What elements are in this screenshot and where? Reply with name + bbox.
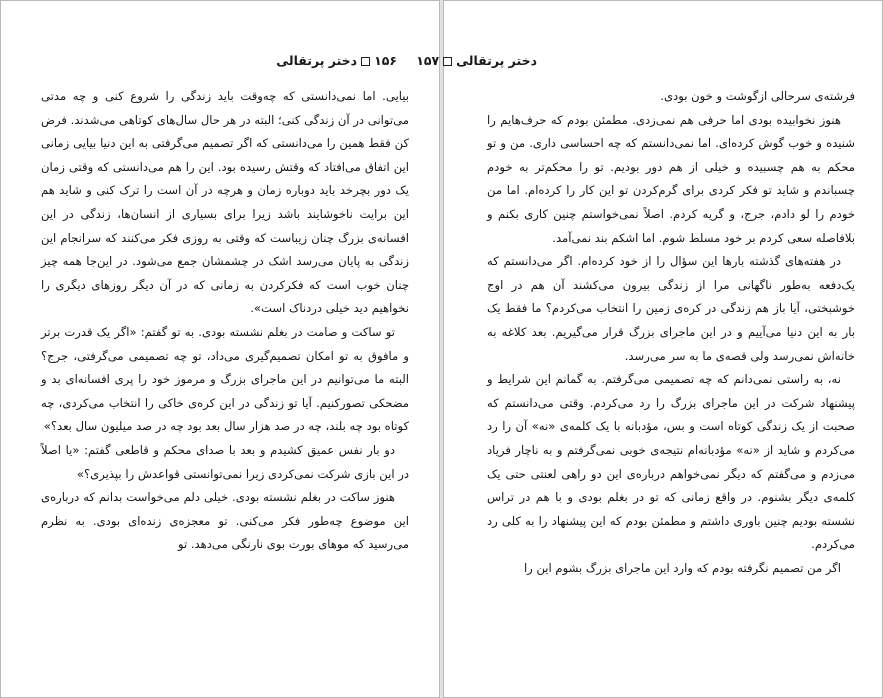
page-number: ۱۵۷ xyxy=(416,53,440,68)
page-header xyxy=(416,53,537,73)
page-body xyxy=(487,85,855,580)
book-title: دختر پرتقالی xyxy=(456,53,537,68)
paragraph: فرشته‌ی سرحالی ازگوشت و خون بودی. xyxy=(660,89,855,103)
paragraph: بیایی. اما نمی‌دانستی که چه‌وقت باید زندگی را شروع کنی و چه مدتی می‌توانی در آن زندگی کنی؛ البته در هر حال سال‌های کوتاهی می‌شدند. فرض کن فقط همین را می‌دانستی که اگر تصمیم می‌گرفتی به این دنیا بیایی زمانی این اتفاق می‌افتاد که وقتش رسیده بود. این را هم می‌دانستی که وقتی زمان یک دور بچرخد باید دوباره زمان و هرچه در آن است را ترک کنی و شاید هم این برایت ناخوشایند باشد زیرا برای بسیاری از انسان‌ها، زندگی در این افسانه‌ی بزرگ چنان زیباست که وقتی به روزی فکر می‌کنند که سرانجام این زندگی به پایان می‌رسد اشک در چشمشان جمع می‌شود. در این‌جا همه چیز چنان خوب است که فکرکردن به زمانی که در آن دیگر روزهای دیگری را نخواهیم دید خیلی دردناک است». xyxy=(41,89,409,316)
paragraph: در هفته‌های گذشته بارها این سؤال را از خود کرده‌ام. اگر می‌دانستم که یک‌دفعه به‌طور ناگهانی مرا از زندگی بیرون می‌کشند آن هم در اوج خوشبختی، آیا باز هم زندگی در کره‌ی زمین را انتخاب می‌کردم؟ ما فقط یک بار به این دنیا می‌آییم و در این ماجرای بزرگ قرار می‌گیریم. بعد کلاغه به خانه‌اش نمی‌رسد ولی قصه‌ی ما به سر می‌رسد. xyxy=(487,254,855,363)
book-title: دختر پرتقالی xyxy=(276,53,358,68)
page-body xyxy=(41,85,409,557)
right-page xyxy=(416,0,883,698)
header-separator-box xyxy=(361,57,370,66)
paragraph: اگر من تصمیم نگرفته بودم که وارد این ماجرای بزرگ بشوم این را xyxy=(523,560,841,575)
page-number: ۱۵۶ xyxy=(374,53,397,68)
left-page xyxy=(0,0,440,698)
page-header xyxy=(276,53,397,73)
paragraph: نه، به راستی نمی‌دانم که چه تصمیمی می‌گرفتم. به گمانم این شرایط و پیشنهاد شرکت در این ماجرای بزرگ را رد می‌کردم. وقتی می‌دانستم که صحبت از یک زندگی کوتاه است و بس، مؤدبانه با یک کلمه‌ی «نه» آن را رد می‌کردم و شاید از «نه» مؤدبانه‌ام نتیجه‌ی خوبی نمی‌گرفتم و به ناچار فریاد می‌زدم و می‌گفتم که دیگر نمی‌خواهم درباره‌ی این دو راهی لعنتی حتی یک کلمه‌ی دیگر بشنوم. در واقع زمانی که تو در بغلم بودی و با هم در تراس نشسته بودیم چنین باوری داشتم و مطمئن بودم که این پیشنهاد را به کلی رد می‌کردم. xyxy=(487,372,855,552)
paragraph: تو ساکت و صامت در بغلم نشسته بودی. به تو گفتم: «اگر یک قدرت برتر و مافوق به تو امکان تصمیم‌گیری می‌داد، تو چه تصمیمی می‌گرفتی، جرج؟ البته ما می‌توانیم در این ماجرای بزرگ و مرموز خود را پری افسانه‌ای بد و مضحکی تصورکنیم. آیا تو زندگی در این کره‌ی خاکی را انتخاب می‌کردی، چه کوتاه بود چه بلند، چه در صد هزار سال بعد بود چه در صد میلیون سال بعد؟» xyxy=(41,324,409,434)
paragraph: هنوز نخوابیده بودی اما حرفی هم نمی‌زدی. مطمئن بودم که حرف‌هایم را شنیده و خوب گوش کرده‌ای. اما نمی‌دانستم که چه احساسی داری. من و تو محکم به هم چسبیده و خیلی از هم دور بودیم. تو را محکم‌تر به خودم چسباندم و شاید تو فکر کردی برای گرم‌کردن تو این کار را کرده‌ام. اما من خودم را لو دادم، جرج، و گریه کردم. اصلاً نمی‌خواستم چنین کاری بکنم و بلافاصله سعی کردم بر خود مسلط شوم. اما اشکم بند نمی‌آمد. xyxy=(487,112,855,245)
paragraph: هنوز ساکت در بغلم نشسته بودی. خیلی دلم می‌خواست بدانم که درباره‌ی این موضوع چه‌طور فکر می‌کنی. تو معجزه‌ی زنده‌ای بودی. به نظرم می‌رسید که موهای بورت بوی نارنگی می‌دهد. تو xyxy=(41,490,409,552)
paragraph: دو بار نفس عمیق کشیدم و بعد با صدای محکم و قاطعی گفتم: «یا اصلاً در این بازی شرکت نمی‌کردی زیرا نمی‌توانستی قواعدش را بپذیری؟» xyxy=(41,442,409,481)
header-separator-box xyxy=(443,57,452,66)
